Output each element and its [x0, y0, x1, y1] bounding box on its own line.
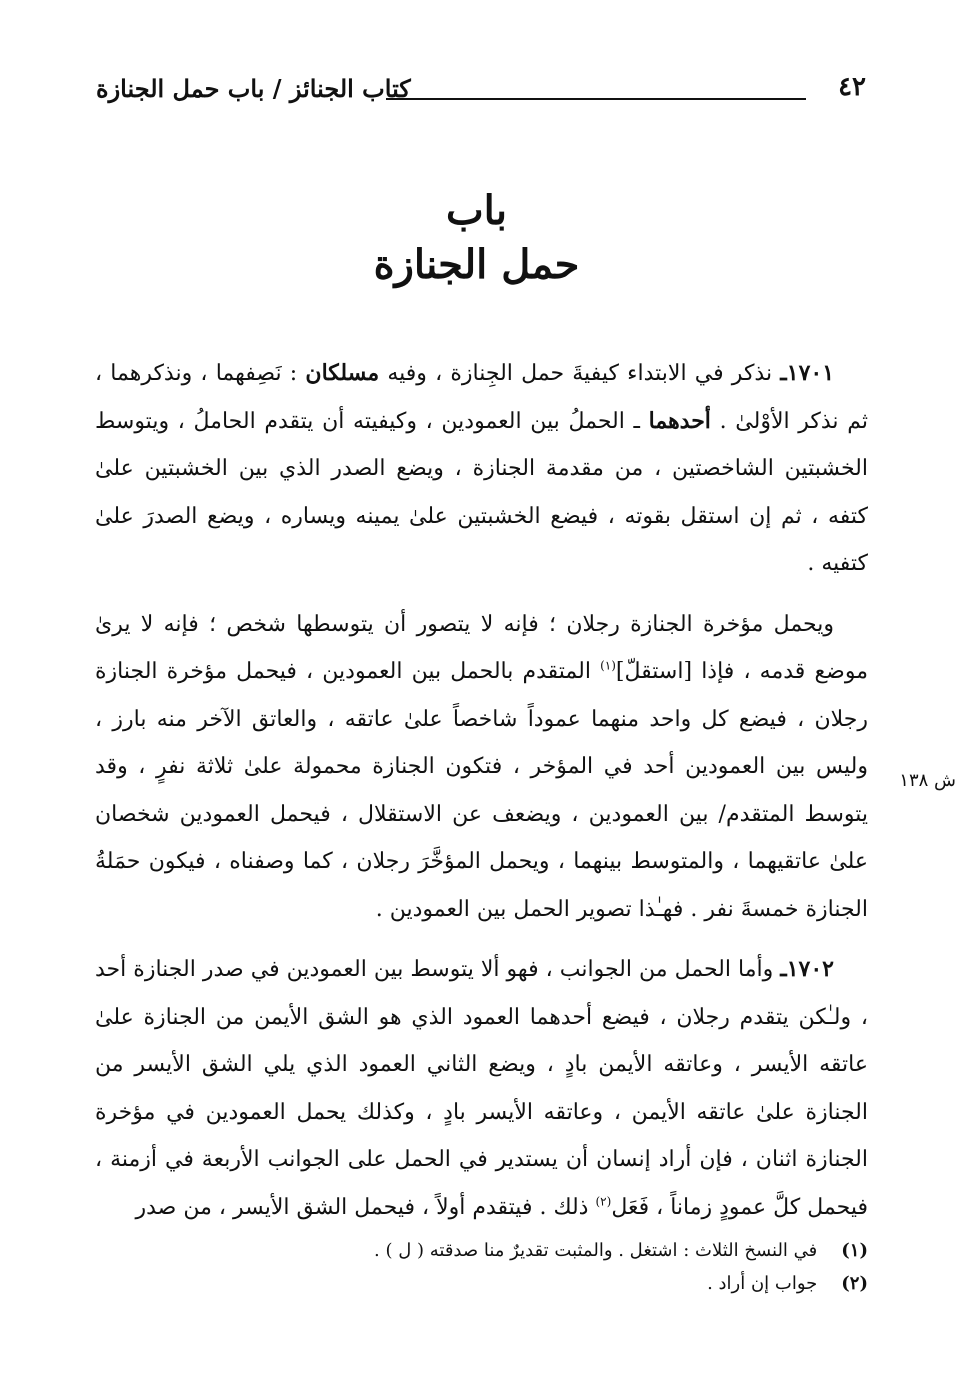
paragraph-text: : نَصِفهما ، ونذكرهما ، ثم نذكر الأوْلىٰ .	[95, 361, 868, 434]
footnote-marker: (٢)	[841, 1273, 868, 1294]
margin-note: ش ١٣٨	[899, 770, 956, 791]
running-header	[96, 72, 866, 116]
page-number: ٤٢	[838, 72, 866, 102]
bold-term: أحدهما	[648, 407, 711, 434]
bold-term: مسلكان	[305, 360, 380, 386]
running-title: كتاب الجنائز / باب حمل الجنازة	[96, 74, 411, 103]
header-rule	[386, 98, 806, 100]
paragraph-1701	[95, 350, 868, 588]
footnote	[95, 1234, 868, 1267]
chapter-title	[0, 185, 953, 293]
chapter-word: باب	[446, 187, 507, 234]
paragraph-1702	[95, 946, 868, 1231]
paragraph-text: نذكر في الابتداء كيفيةَ حمل الجِنازة ، وفيه	[379, 361, 781, 386]
footnote	[95, 1267, 868, 1300]
body-text	[95, 350, 956, 1244]
footnote-ref: (١)	[600, 658, 616, 673]
footnote-text: جواب إن أراد .	[707, 1273, 818, 1294]
section-number: ١٧٠١ـ	[780, 360, 835, 386]
chapter-name: حمل الجنازة	[373, 241, 580, 288]
paragraph-rear-carriers	[95, 601, 868, 934]
paragraph-text: المتقدم بالحمل بين العمودين ، فيحمل مؤخرة الجنازة رجلان ، فيضع كل واحد منهما عموداً شاخصاً علىٰ عاتقه ، والعاتق الآخر منه بارز ، وليس بين العمودين أحد في المؤخر ، فتكون الجنازة محمولة علىٰ ثلاثة نفرٍ ، وقد يتوسط المتقدم/ بين العمودين ، ويضعف عن الاستقلال ، فيحمل العمودين شخصان علىٰ عاتقيهما ، والمتوسط بينهما ، ويحمل المؤخَّرَ رجلان ، كما وصفناه ، فيكون حمَلةُ الجنازة خمسةَ نفر . فهـٰذا تصوير الحمل بين العمودين .	[95, 659, 868, 922]
paragraph-text: ويحمل مؤخرة الجنازة رجلان ؛ فإنه لا يتصور أن يتوسطها شخص ؛ فإنه لا يرىٰ موضع قدمه ، فإذا [استقلّ]	[95, 611, 868, 684]
section-number: ١٧٠٢ـ	[780, 956, 834, 982]
footnote-ref: (٢)	[595, 1194, 612, 1209]
footnotes	[95, 1234, 868, 1300]
footnote-text: في النسخ الثلاث : اشتغل . والمثبت تقديرٌ منا صدقته ( ل ) .	[374, 1240, 818, 1261]
paragraph-text: ـ الحملُ بين العمودين ، وكيفيته أن يتقدم الحاملُ ، ويتوسط الخشبتين الشاخصتين ، من مقدمة الجنازة ، ويضع الصدر الذي بين الخشبتين علىٰ كتفه ، ثم إن استقل بقوته ، فيضع الخشبتين علىٰ يمينه ويساره ، ويضع الصدرَ علىٰ كتفيه .	[95, 408, 868, 576]
paragraph-text: ذلك . فيتقدم أولاً ، فيحمل الشق الأيسر ، من صدر	[135, 1194, 596, 1220]
footnote-marker: (١)	[841, 1240, 868, 1261]
paragraph-text: وأما الحمل من الجوانب ، فهو ألا يتوسط بين العمودين في صدر الجنازة أحد ، ولـٰكن يتقدم رجلان ، فيضع أحدهما العمود الذي هو الشق الأيمن من الجنازة علىٰ عاتقه الأيسر ، وعاتقه الأيمن بادٍ ، ويضع الثاني العمود الذي يلي الشق الأيسر من الجنازة علىٰ عاتقه الأيمن ، وعاتقه الأيسر بادٍ ، وكذلك يحمل العمودين في مؤخرة الجنازة اثنان ، فإن أراد إنسان أن يستدير في الحمل على الجوانب الأربعة في أزمنة ، فيحمل كلَّ عمودٍ زماناً ، فَعَل	[95, 957, 868, 1220]
